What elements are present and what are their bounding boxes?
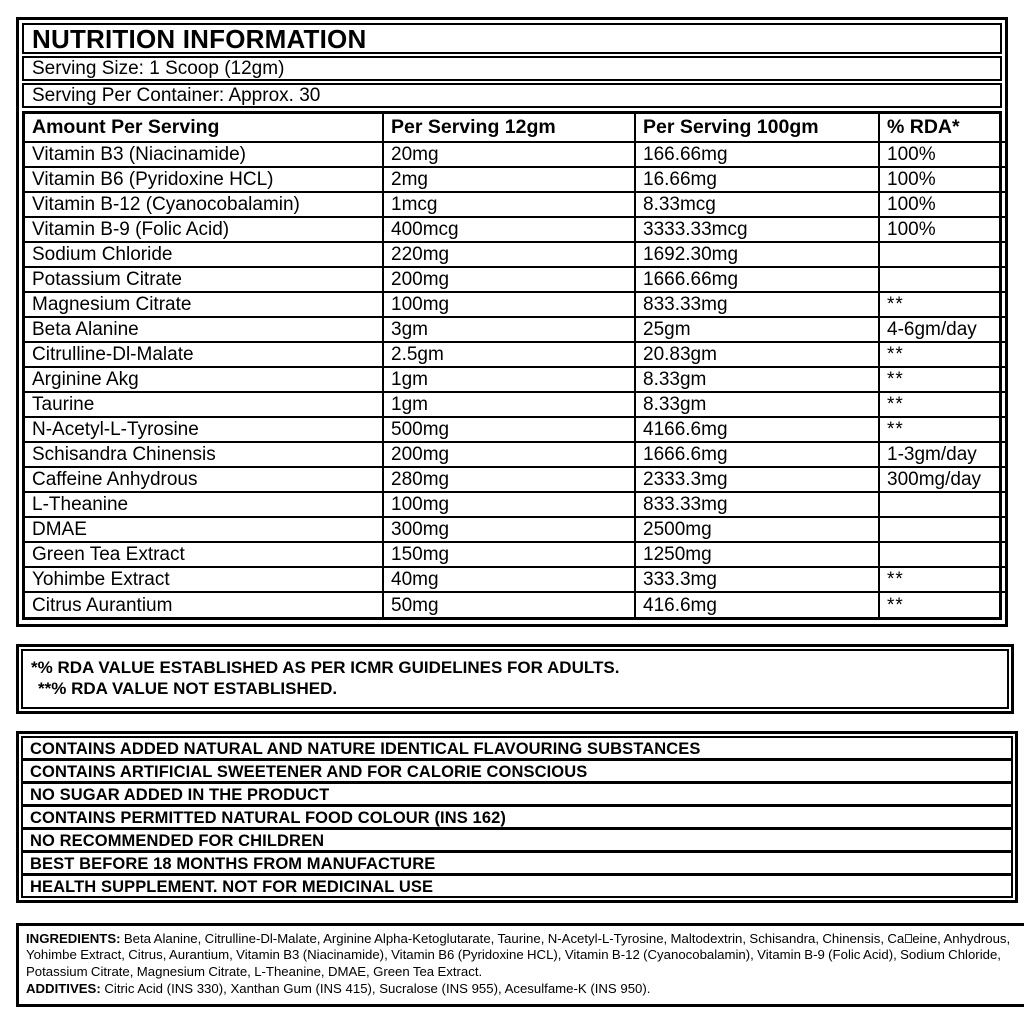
cell-per-serving-100gm: 833.33mg — [635, 292, 879, 317]
claim-row — [21, 828, 1013, 852]
cell-per-serving-100gm: 8.33gm — [635, 392, 879, 417]
missing-glyph-icon — [905, 934, 912, 943]
table-row — [25, 392, 1005, 417]
table-row — [25, 167, 1005, 192]
table-row — [25, 492, 1005, 517]
cell-per-serving-12gm: 150mg — [383, 542, 635, 567]
cell-per-serving-100gm: 3333.33mcg — [635, 217, 879, 242]
cell-rda — [879, 267, 1005, 292]
cell-per-serving-100gm: 16.66mg — [635, 167, 879, 192]
cell-rda — [879, 492, 1005, 517]
cell-per-serving-12gm: 1gm — [383, 367, 635, 392]
cell-per-serving-12gm: 100mg — [383, 492, 635, 517]
cell-per-serving-12gm: 220mg — [383, 242, 635, 267]
cell-nutrient-name: Schisandra Chinensis — [25, 442, 383, 467]
table-row — [25, 242, 1005, 267]
cell-rda — [879, 242, 1005, 267]
cell-rda: 300mg/day — [879, 467, 1005, 492]
cell-nutrient-name: Magnesium Citrate — [25, 292, 383, 317]
cell-per-serving-12gm: 1gm — [383, 392, 635, 417]
cell-per-serving-12gm: 20mg — [383, 142, 635, 167]
table-row — [25, 442, 1005, 467]
claim-text: CONTAINS ARTIFICIAL SWEETENER AND FOR CALORIE CONSCIOUS — [30, 762, 588, 781]
col-header-per-serving-100gm: Per Serving 100gm — [635, 114, 879, 142]
cell-rda: 1-3gm/day — [879, 442, 1005, 467]
col-header-rda: % RDA* — [879, 114, 1005, 142]
serving-size-row — [22, 56, 1002, 81]
cell-per-serving-12gm: 200mg — [383, 267, 635, 292]
col-header-per-serving-12gm: Per Serving 12gm — [383, 114, 635, 142]
claim-text: CONTAINS PERMITTED NATURAL FOOD COLOUR (INS 162) — [30, 808, 506, 827]
cell-rda: ** — [879, 417, 1005, 442]
ingredients-panel — [16, 923, 1024, 1007]
ingredients-paragraph — [26, 931, 1018, 981]
ingredients-label: INGREDIENTS: — [26, 930, 121, 946]
cell-per-serving-12gm: 200mg — [383, 442, 635, 467]
table-row — [25, 292, 1005, 317]
cell-nutrient-name: N-Acetyl-L-Tyrosine — [25, 417, 383, 442]
cell-rda: 100% — [879, 192, 1005, 217]
claim-row — [21, 851, 1013, 875]
nutrition-table — [25, 114, 1005, 617]
serving-size-text: Serving Size: 1 Scoop (12gm) — [32, 58, 285, 79]
cell-rda: ** — [879, 367, 1005, 392]
cell-nutrient-name: Vitamin B3 (Niacinamide) — [25, 142, 383, 167]
cell-per-serving-12gm: 40mg — [383, 567, 635, 592]
cell-nutrient-name: Citrulline-Dl-Malate — [25, 342, 383, 367]
cell-per-serving-12gm: 500mg — [383, 417, 635, 442]
cell-per-serving-100gm: 1666.66mg — [635, 267, 879, 292]
nutrition-title-row — [22, 23, 1002, 54]
table-row — [25, 217, 1005, 242]
cell-per-serving-12gm: 100mg — [383, 292, 635, 317]
cell-per-serving-100gm: 1692.30mg — [635, 242, 879, 267]
cell-rda: ** — [879, 392, 1005, 417]
rda-footnote-panel — [16, 644, 1014, 714]
cell-rda: 4-6gm/day — [879, 317, 1005, 342]
table-row — [25, 142, 1005, 167]
cell-nutrient-name: Arginine Akg — [25, 367, 383, 392]
ingredients-text-part1: Beta Alanine, Citrulline-Dl-Malate, Arginine Alpha-Ketoglutarate, Taurine, N-Acetyl-L-Tyrosine, Maltodextrin, Schisandra, Chinensis, Ca — [120, 930, 905, 946]
claim-row — [21, 874, 1013, 898]
cell-nutrient-name: Green Tea Extract — [25, 542, 383, 567]
cell-per-serving-12gm: 300mg — [383, 517, 635, 542]
cell-per-serving-12gm: 280mg — [383, 467, 635, 492]
rda-footnote-inner — [21, 649, 1009, 709]
cell-nutrient-name: Vitamin B-12 (Cyanocobalamin) — [25, 192, 383, 217]
cell-rda: ** — [879, 567, 1005, 592]
table-row — [25, 592, 1005, 617]
cell-per-serving-100gm: 1250mg — [635, 542, 879, 567]
table-row — [25, 417, 1005, 442]
cell-per-serving-100gm: 8.33gm — [635, 367, 879, 392]
cell-per-serving-12gm: 2.5gm — [383, 342, 635, 367]
cell-nutrient-name: Citrus Aurantium — [25, 592, 383, 617]
cell-nutrient-name: Beta Alanine — [25, 317, 383, 342]
cell-nutrient-name: Caffeine Anhydrous — [25, 467, 383, 492]
nutrition-panel — [16, 17, 1008, 627]
cell-per-serving-12gm: 50mg — [383, 592, 635, 617]
cell-nutrient-name: Potassium Citrate — [25, 267, 383, 292]
table-row — [25, 192, 1005, 217]
cell-per-serving-12gm: 3gm — [383, 317, 635, 342]
rda-note-line-2: **% RDA VALUE NOT ESTABLISHED. — [38, 679, 338, 699]
cell-nutrient-name: Vitamin B6 (Pyridoxine HCL) — [25, 167, 383, 192]
cell-rda: ** — [879, 342, 1005, 367]
cell-per-serving-100gm: 416.6mg — [635, 592, 879, 617]
claim-text: BEST BEFORE 18 MONTHS FROM MANUFACTURE — [30, 854, 436, 873]
cell-rda — [879, 517, 1005, 542]
table-row — [25, 517, 1005, 542]
additives-label: ADDITIVES: — [26, 981, 101, 996]
table-header — [25, 114, 1005, 142]
table-row — [25, 467, 1005, 492]
page-title: NUTRITION INFORMATION — [32, 23, 367, 54]
cell-per-serving-12gm: 400mcg — [383, 217, 635, 242]
cell-per-serving-100gm: 25gm — [635, 317, 879, 342]
table-header-row — [25, 114, 1005, 142]
cell-rda — [879, 542, 1005, 567]
claim-text: NO RECOMMENDED FOR CHILDREN — [30, 831, 325, 850]
cell-rda: 100% — [879, 142, 1005, 167]
claim-row — [21, 736, 1013, 760]
claim-row — [21, 759, 1013, 783]
cell-per-serving-12gm: 1mcg — [383, 192, 635, 217]
cell-nutrient-name: Taurine — [25, 392, 383, 417]
additives-paragraph — [26, 981, 1018, 998]
table-row — [25, 567, 1005, 592]
cell-per-serving-100gm: 2333.3mg — [635, 467, 879, 492]
cell-per-serving-100gm: 1666.6mg — [635, 442, 879, 467]
cell-nutrient-name: Sodium Chloride — [25, 242, 383, 267]
cell-per-serving-100gm: 20.83gm — [635, 342, 879, 367]
cell-nutrient-name: Vitamin B-9 (Folic Acid) — [25, 217, 383, 242]
ingredients-text-part2: eine, Anhydrous, Yohimbe Extract, Citrus, Aurantium, Vitamin B3 (Niacinamide), Vitamin B6 (Pyridoxine HCL), Vitamin B-12 (Cyanocobalamin), Vitamin B-9 (Folic Acid), Sodium Chloride, Potassium Citrate, Magnesium Citrate, L-Theanine, DMAE, Green Tea Extract. — [26, 930, 1011, 979]
cell-per-serving-100gm: 2500mg — [635, 517, 879, 542]
cell-rda: 100% — [879, 217, 1005, 242]
claims-panel — [16, 731, 1018, 903]
claim-text: CONTAINS ADDED NATURAL AND NATURE IDENTICAL FLAVOURING SUBSTANCES — [30, 739, 701, 758]
cell-per-serving-100gm: 333.3mg — [635, 567, 879, 592]
cell-nutrient-name: DMAE — [25, 517, 383, 542]
cell-rda: 100% — [879, 167, 1005, 192]
nutrition-table-wrapper — [22, 111, 1002, 620]
cell-per-serving-100gm: 4166.6mg — [635, 417, 879, 442]
cell-per-serving-100gm: 166.66mg — [635, 142, 879, 167]
claim-text: HEALTH SUPPLEMENT. NOT FOR MEDICINAL USE — [30, 877, 434, 896]
table-row — [25, 267, 1005, 292]
serving-per-container-text: Serving Per Container: Approx. 30 — [32, 85, 321, 106]
cell-per-serving-100gm: 833.33mg — [635, 492, 879, 517]
table-body — [25, 142, 1005, 617]
cell-per-serving-100gm: 8.33mcg — [635, 192, 879, 217]
claim-text: NO SUGAR ADDED IN THE PRODUCT — [30, 785, 330, 804]
table-row — [25, 367, 1005, 392]
additives-text: Citric Acid (INS 330), Xanthan Gum (INS 415), Sucralose (INS 955), Acesulfame-K (INS 950). — [100, 981, 651, 996]
cell-per-serving-12gm: 2mg — [383, 167, 635, 192]
table-row — [25, 542, 1005, 567]
rda-note-line-1: *% RDA VALUE ESTABLISHED AS PER ICMR GUIDELINES FOR ADULTS. — [31, 658, 620, 677]
table-row — [25, 317, 1005, 342]
claim-row — [21, 805, 1013, 829]
table-row — [25, 342, 1005, 367]
cell-nutrient-name: Yohimbe Extract — [25, 567, 383, 592]
serving-per-container-row — [22, 83, 1002, 108]
cell-nutrient-name: L-Theanine — [25, 492, 383, 517]
cell-rda: ** — [879, 292, 1005, 317]
cell-rda: ** — [879, 592, 1005, 617]
col-header-amount: Amount Per Serving — [25, 114, 383, 142]
claim-row — [21, 782, 1013, 806]
